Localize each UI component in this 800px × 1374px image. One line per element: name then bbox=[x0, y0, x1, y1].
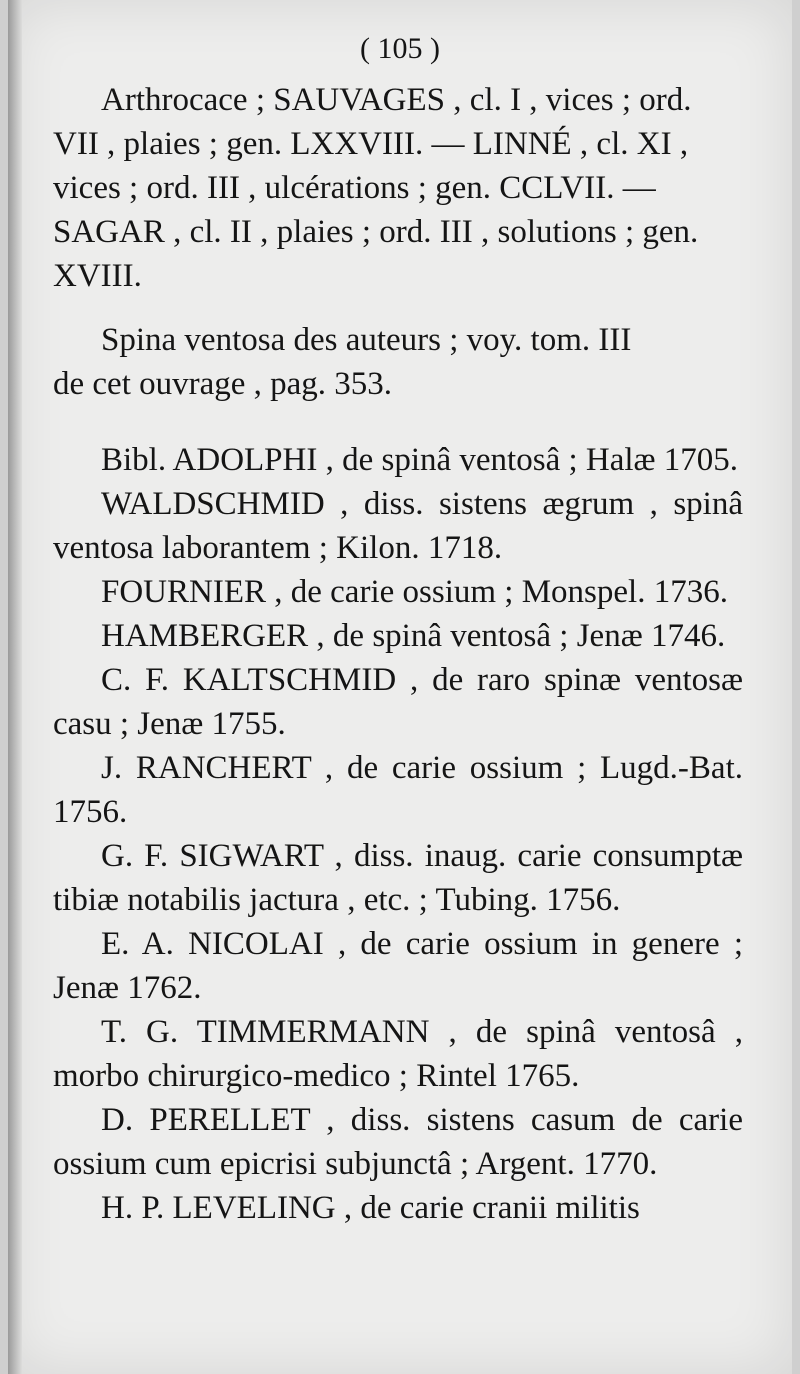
bibliography bbox=[53, 438, 743, 1230]
page-number: ( 105 ) bbox=[360, 32, 440, 65]
book-page bbox=[8, 0, 792, 1374]
line: Arthrocace ; SAUVAGES , cl. I , vices ; ord. bbox=[101, 82, 692, 118]
line: SAGAR , cl. II , plaies ; ord. III , solutions ; gen. bbox=[53, 214, 699, 250]
bib-entry: E. A. NICOLAI , de carie ossium in genere ; Jenæ 1762. bbox=[53, 926, 743, 1006]
line: de cet ouvrage , pag. 353. bbox=[53, 366, 393, 402]
bib-entry: HAMBERGER , de spinâ ventosâ ; Jenæ 1746. bbox=[101, 618, 726, 654]
page-gutter-shadow bbox=[8, 0, 22, 1374]
bib-entry: T. G. TIMMERMANN , de spinâ ventosâ , morbo chirurgico-medico ; Rintel 1765. bbox=[53, 1014, 743, 1094]
bib-entry: J. RANCHERT , de carie ossium ; Lugd.-Bat. 1756. bbox=[53, 750, 743, 830]
nosology-paragraph bbox=[53, 78, 743, 298]
bib-entry: Bibl. ADOLPHI , de spinâ ventosâ ; Halæ 1705. bbox=[101, 442, 739, 478]
bib-entry: C. F. KALTSCHMID , de raro spinæ ventosæ casu ; Jenæ 1755. bbox=[53, 662, 743, 742]
line: Spina ventosa des auteurs ; voy. tom. III bbox=[101, 322, 632, 358]
spina-paragraph bbox=[53, 318, 743, 406]
bib-entry: G. F. SIGWART , diss. inaug. carie consumptæ tibiæ notabilis jactura , etc. ; Tubing. 1756. bbox=[53, 838, 743, 918]
bib-entry: FOURNIER , de carie ossium ; Monspel. 1736. bbox=[101, 574, 728, 610]
bib-entry: H. P. LEVELING , de carie cranii militis bbox=[101, 1190, 640, 1226]
line: VII , plaies ; gen. LXXVIII. — LINNÉ , cl. XI , bbox=[53, 126, 689, 162]
line: vices ; ord. III , ulcérations ; gen. CCLVII. — bbox=[53, 170, 656, 206]
bib-entry: D. PERELLET , diss. sistens casum de carie ossium cum epicrisi subjunctâ ; Argent. 1770. bbox=[53, 1102, 743, 1182]
bib-entry: WALDSCHMID , diss. sistens ægrum , spinâ ventosa laborantem ; Kilon. 1718. bbox=[53, 486, 743, 566]
line: XVIII. bbox=[53, 258, 142, 294]
